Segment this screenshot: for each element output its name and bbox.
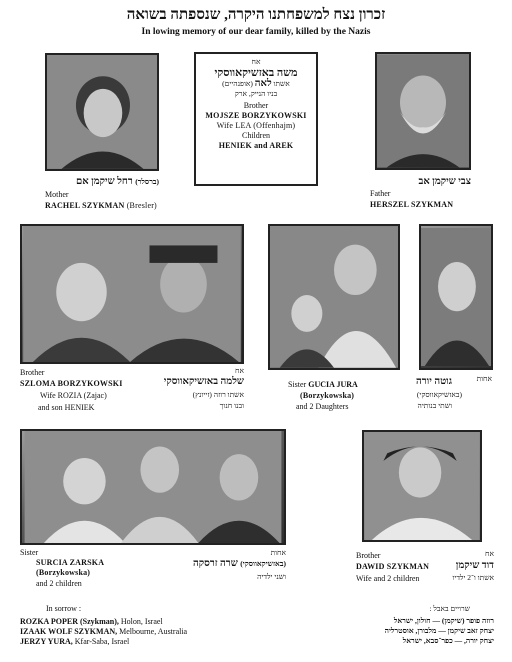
gucia-name-line: Sister GUCIA JURA: [288, 380, 358, 389]
gucia-hebrew-name: גוטה יורה: [416, 376, 452, 387]
sorrow-hebrew-line: יצחק יורה, — כפר־סבא, ישראל: [402, 636, 494, 645]
portrait-man: [377, 54, 469, 168]
mojsze-name: MOJSZE BORZYKOWSKI: [205, 111, 307, 120]
dawid-name: DAWID SZYKMAN: [356, 562, 430, 571]
surcia-hebrew-label: אחות: [270, 548, 286, 557]
surcia-maiden: (Borzykowska): [36, 568, 91, 577]
portrait-family: [22, 431, 284, 543]
herszel-name: HERSZEL SZYKMAN: [370, 200, 454, 209]
mojsze-hebrew-children: בניו הנייק, ארק: [234, 89, 278, 98]
szloma-son: and son HENIEK: [38, 403, 95, 412]
sorrow-line: ROZKA POPER (Szykman), Holon, Israel: [20, 617, 163, 626]
dawid-hebrew-label: אח: [485, 549, 494, 558]
surcia-children: and 2 children: [36, 579, 82, 588]
sorrow-hebrew-line: יצחק זאב שיקמן — מלבורן, אוסטרליה: [384, 626, 494, 635]
gucia-hebrew-daughters: ושתי בנותיה: [417, 401, 452, 410]
mojsze-hebrew-label: אח: [251, 57, 261, 66]
photo-herszel: [375, 52, 471, 170]
photo-dawid: [362, 430, 482, 542]
dawid-family: Wife and 2 children: [356, 574, 420, 583]
photo-gucia-daughter: [419, 224, 493, 370]
photo-rachel: [45, 53, 159, 171]
portrait-woman: [47, 55, 157, 169]
sorrow-hebrew-list: [290, 616, 494, 646]
szloma-name: SZLOMA BORZYKOWSKI: [20, 379, 123, 388]
szloma-hebrew-name: שלמה באזשיקאווסקי: [163, 376, 244, 387]
portrait-girl: [421, 226, 491, 368]
szloma-relation: Brother: [20, 368, 45, 377]
rachel-hebrew-name: (ברסלר) רחל שיקמן אם: [76, 176, 159, 187]
surcia-relation: Sister: [20, 548, 39, 557]
surcia-hebrew-children: ושני ילדיה: [257, 572, 286, 581]
dawid-hebrew-name: דוד שיקמן: [455, 560, 494, 571]
photo-surcia: [20, 429, 286, 545]
sorrow-line: IZAAK WOLF SZYKMAN, Melbourne, Australia: [20, 627, 188, 636]
herszel-relation: Father: [370, 189, 391, 198]
gucia-hebrew-label: אחות: [476, 374, 492, 383]
rachel-name: RACHEL SZYKMAN (Bresler): [45, 201, 157, 210]
rachel-relation: Mother: [45, 190, 69, 199]
photo-szloma: [20, 224, 244, 364]
surcia-hebrew-name: (באזשיקאווסקי) שרה זרסקה: [193, 558, 286, 569]
mojsze-hebrew-wife: אשתו לאה (אופנהיים): [222, 78, 290, 89]
mojsze-children-label: Children: [242, 131, 270, 140]
szloma-hebrew-label: אח: [235, 366, 244, 375]
szloma-hebrew-wife: אשתו רוזה (זייונץ): [192, 390, 244, 399]
page-title-hebrew: זכרון נצח למשפחתנו היקרה, שנספתה בשואה: [126, 7, 386, 23]
portrait-group: [22, 226, 242, 362]
gucia-maiden: (Borzykowska): [300, 391, 355, 400]
sorrow-hebrew-line: רוזה פופר (שיקמן) — חולון, ישראל: [393, 616, 494, 625]
sorrow-hebrew-label: שרויים באבל :: [429, 604, 470, 613]
mojsze-hebrew-name: משה באזשיקאווסקי: [214, 67, 298, 79]
sorrow-list: [20, 617, 280, 647]
szloma-wife: Wife ROZIA (Zajac): [40, 391, 107, 400]
sorrow-label: In sorrow :: [46, 604, 82, 613]
mojsze-children: HENIEK and AREK: [218, 141, 294, 150]
szloma-hebrew-son: ובנו חנוך: [219, 401, 244, 410]
gucia-daughters: and 2 Daughters: [296, 402, 349, 411]
mojsze-wife: Wife LEA (Offenhajm): [216, 121, 296, 130]
mojsze-relation: Brother: [243, 101, 269, 110]
portrait-mother-child: [270, 226, 398, 368]
dawid-hebrew-family: אשתו ו־2 ילדיו: [452, 573, 494, 582]
page-title-english: In lowing memory of our dear family, killed by the Nazis: [141, 27, 371, 37]
portrait-young-man: [364, 432, 480, 540]
mojsze-memorial-box: [194, 52, 318, 186]
surcia-name: SURCIA ZARSKA: [36, 558, 105, 567]
dawid-relation: Brother: [356, 551, 381, 560]
photo-gucia: [268, 224, 400, 370]
herszel-hebrew-name: צבי שיקמן אב: [418, 176, 471, 187]
gucia-hebrew-maiden: (באזשיקאווסקי): [416, 390, 462, 399]
sorrow-line: JERZY YURA, Kfar-Saba, Israel: [20, 637, 130, 646]
